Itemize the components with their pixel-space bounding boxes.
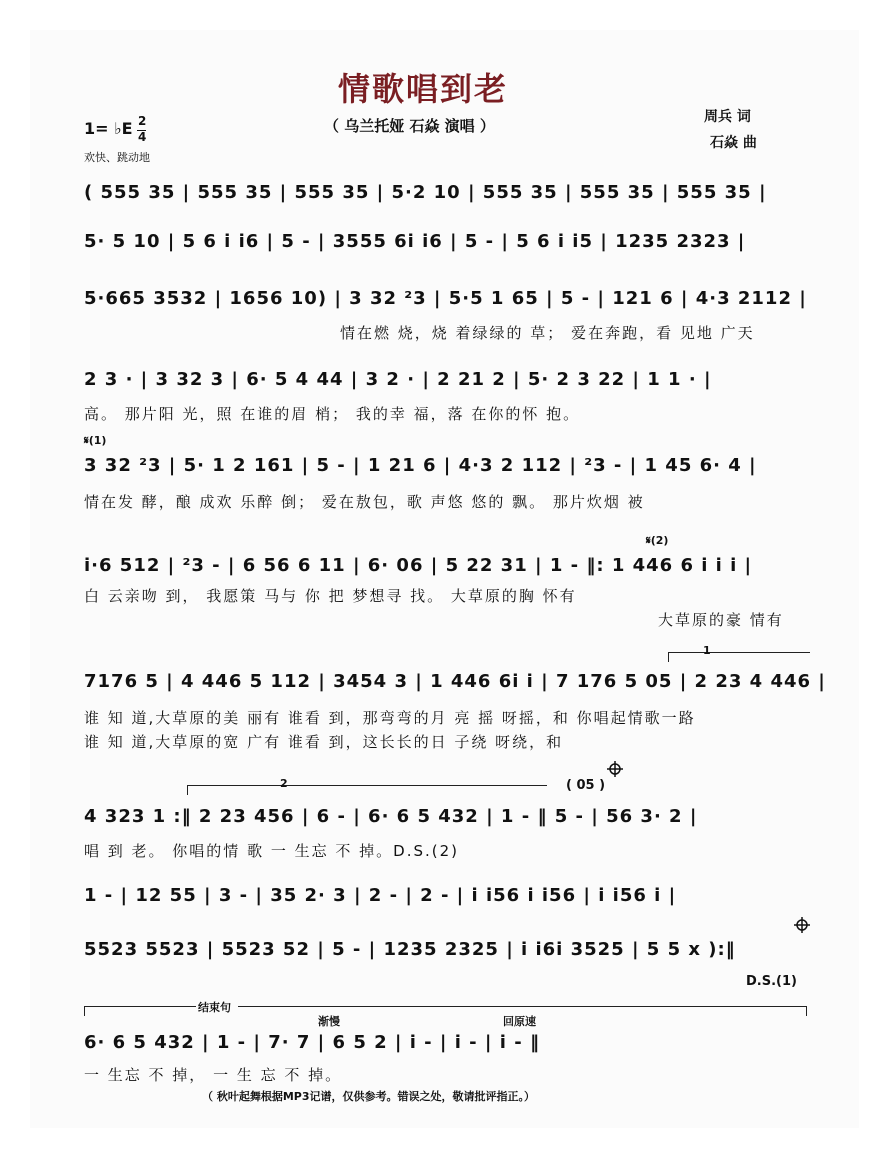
footnote: （ 秋叶起舞根据MP3记谱，仅供参考。错误之处，敬请批评指正。） [202, 1090, 535, 1103]
notation-row-3: 5·665 3532 | 1656 10) | 3 32 ²3 | 5·5 1 65 | 5 - | 121 6 | 4·3 2112 | [84, 288, 807, 309]
volta-2-bracket-left [187, 785, 188, 795]
notation-row-5: 3 32 ²3 | 5· 1 2 161 | 5 - | 1 21 6 | 4·3 2 112 | ²3 - | 1 45 6· 4 | [84, 455, 757, 476]
segno-mark-2: 𝄋(2) [646, 534, 669, 547]
coda-sign-icon [607, 761, 623, 777]
volta-1-number: 1 [703, 644, 711, 657]
lyric-row-6: 白 云亲吻 到， 我愿策 马与 你 把 梦想寻 找。 大草原的胸 怀有 [84, 587, 577, 605]
notation-row-11: 6· 6 5 432 | 1 - | 7· 7 | 6 5 2 | i - | i - | i - ‖ [84, 1032, 540, 1053]
time-signature-top: 2 [138, 114, 147, 128]
ending-bracket-hook-right [806, 1006, 807, 1016]
a-tempo-label: 回原速 [503, 1015, 536, 1028]
notation-row-9: 1 - | 12 55 | 3 - | 35 2· 3 | 2 - | 2 - | i i56 i i56 | i i56 i | [84, 885, 677, 906]
lyric-row-4: 高。 那片阳 光，照 在谁的眉 梢； 我的幸 福，落 在你的怀 抱。 [84, 405, 581, 423]
volta-1-bracket [668, 652, 810, 653]
notation-row-7: 7176 5 | 4 446 5 112 | 3454 3 | 1 446 6i i | 7 176 5 05 | 2 23 4 446 | [84, 671, 826, 692]
notation-row-2: 5· 5 10 | 5 6 i i6 | 5 - | 3555 6i i6 | 5 - | 5 6 i i5 | 1235 2323 | [84, 231, 746, 252]
lyric-row-7: 谁 知 道,大草原的美 丽有 谁看 到，那弯弯的月 亮 摇 呀摇，和 你唱起情歌一路 [84, 709, 696, 727]
notation-row-10: 5523 5523 | 5523 52 | 5 - | 1235 2325 | i i6i 3525 | 5 5 x ):‖ [84, 939, 736, 960]
coda-pickup: ( 05 ) [566, 778, 606, 793]
lyric-row-7-verse-2: 谁 知 道,大草原的宽 广有 谁看 到，这长长的日 子绕 呀绕，和 [84, 733, 564, 751]
notation-row-6: i·6 512 | ²3 - | 6 56 6 11 | 6· 06 | 5 22 31 | 1 - ‖: 1 446 6 i i i | [84, 555, 753, 576]
notation-row-4: 2 3 · | 3 32 3 | 6· 5 4 44 | 3 2 · | 2 21 2 | 5· 2 3 22 | 1 1 · | [84, 369, 712, 390]
volta-2-number: 2 [280, 777, 288, 790]
time-signature-bottom: 4 [138, 130, 147, 144]
lyricist-credit: 周兵 词 [704, 109, 751, 125]
dal-segno-1: D.S.(1) [746, 974, 797, 989]
ending-bracket-hook [84, 1006, 85, 1016]
lyric-row-5: 情在发 酵，酿 成欢 乐醉 倒； 爱在敖包，歌 声悠 悠的 飘。 那片炊烟 被 [84, 493, 645, 511]
tempo-marking: 欢快、跳动地 [84, 151, 150, 164]
ritardando-label: 渐慢 [318, 1015, 340, 1028]
volta-1-bracket-left [668, 652, 669, 662]
notation-row-8: 4 323 1 :‖ 2 23 456 | 6 - | 6· 6 5 432 | 1 - ‖ 5 - | 56 3· 2 | [84, 806, 698, 827]
composer-credit: 石焱 曲 [710, 135, 757, 151]
lyric-row-8: 唱 到 老。 你唱的情 歌 一 生忘 不 掉。D.S.(2) [84, 842, 460, 860]
coda-sign-icon-end [794, 917, 810, 933]
volta-2-bracket [187, 785, 547, 786]
lyric-row-3: 情在燃 烧，烧 着绿绿的 草； 爱在奔跑，看 见地 广天 [340, 324, 755, 342]
page-title: 情歌唱到老 [338, 70, 509, 108]
ending-bracket-right [238, 1006, 806, 1007]
segno-mark-1: 𝄋(1) [84, 434, 107, 447]
ending-bracket-left [84, 1006, 196, 1007]
ending-phrase-label: 结束句 [198, 1001, 231, 1014]
performers: （ 乌兰托娅 石焱 演唱 ） [324, 117, 495, 135]
notation-row-1: ( 555 35 | 555 35 | 555 35 | 5·2 10 | 555 35 | 555 35 | 555 35 | [84, 182, 767, 203]
lyric-row-11: 一 生忘 不 掉， 一 生 忘 不 掉。 [84, 1066, 343, 1084]
key-signature: 1= ♭E [84, 119, 133, 138]
lyric-row-6-verse-2: 大草原的豪 情有 [658, 611, 784, 629]
